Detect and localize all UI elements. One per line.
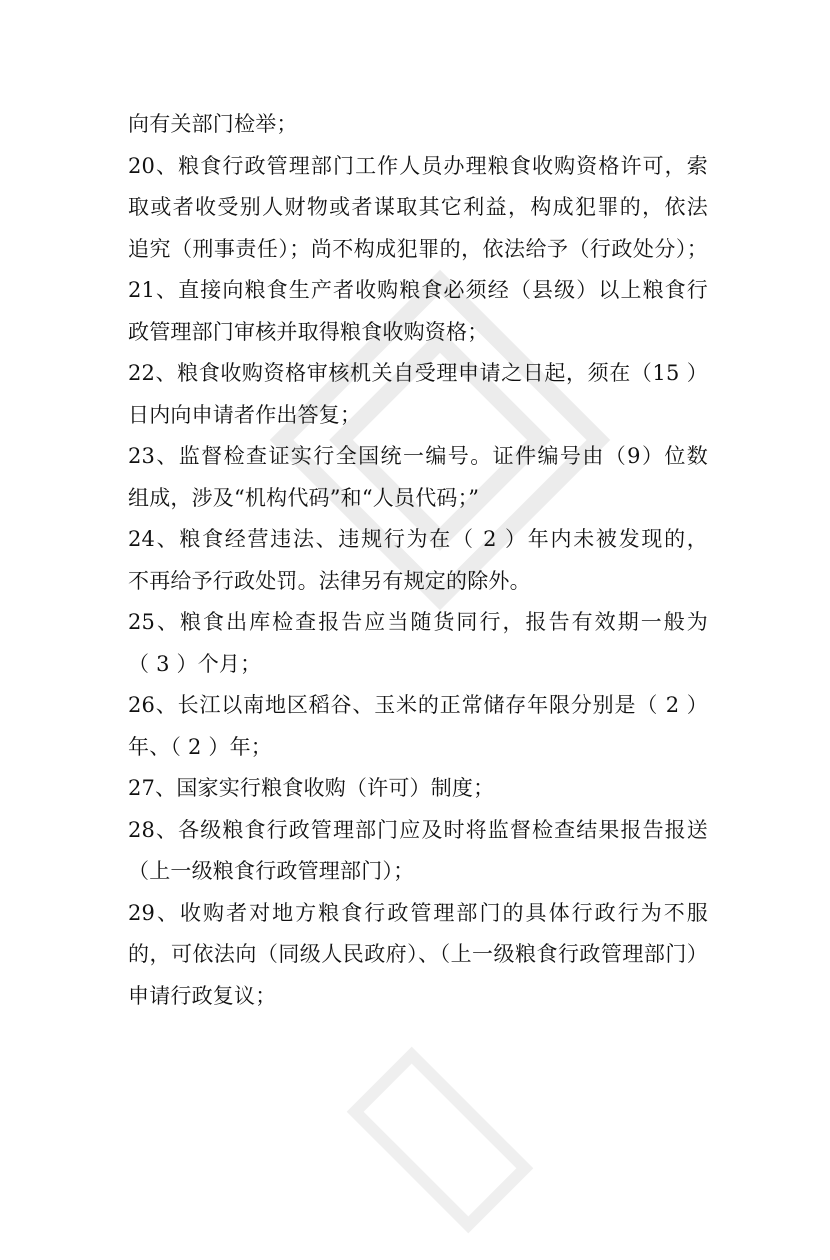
watermark-bottom-icon: [320, 1020, 560, 1260]
text-line: 26、长江以南地区稻谷、玉米的正常储存年限分别是（ 2 ）: [128, 693, 708, 717]
text-line: 29、收购者对地方粮食行政管理部门的具体行政行为不服: [128, 900, 708, 925]
text-line: 政管理部门审核并取得粮食收购资格；: [128, 319, 489, 344]
text-line: 年、（ 2 ）年；: [128, 734, 273, 759]
text-line: 向有关部门检举；: [128, 112, 298, 136]
text-line: 日内向申请者作出答复；: [128, 402, 362, 427]
text-line: 的，可依法向（同级人民政府）、（上一级粮食行政管理部门）: [128, 942, 708, 966]
text-line: 组成，涉及“机构代码”和“人员代码；”: [128, 485, 480, 510]
text-line: 22、粮食收购资格审核机关自受理申请之日起，须在（15 ）: [128, 361, 708, 385]
text-line: 28、各级粮食行政管理部门应及时将监督检查结果报告报送: [128, 817, 708, 842]
text-line: 25、粮食出库检查报告应当随货同行，报告有效期一般为: [128, 610, 708, 634]
text-line: 20、粮食行政管理部门工作人员办理粮食收购资格许可，索: [128, 153, 708, 178]
text-line: 21、直接向粮食生产者收购粮食必须经（县级）以上粮食行: [128, 278, 708, 302]
text-line: 不再给予行政处罚。法律另有规定的除外。: [128, 568, 531, 593]
text-line: 追究（刑事责任）；尚不构成犯罪的，依法给予（行政处分）；: [128, 236, 708, 261]
text-line: 24、粮食经营违法、违规行为在（ 2 ）年内未被发现的，: [128, 527, 708, 551]
document-body: [128, 104, 708, 1017]
text-line: （ 3 ）个月；: [128, 651, 262, 676]
text-line: 27、国家实行粮食收购（许可）制度；: [128, 776, 495, 800]
text-line: 23、监督检查证实行全国统一编号。证件编号由（9）位数: [128, 444, 708, 468]
text-line: 申请行政复议；: [128, 983, 277, 1008]
text-line: （上一级粮食行政管理部门）；: [128, 859, 415, 883]
text-line: 取或者收受别人财物或者谋取其它利益，构成犯罪的，依法: [128, 195, 708, 219]
